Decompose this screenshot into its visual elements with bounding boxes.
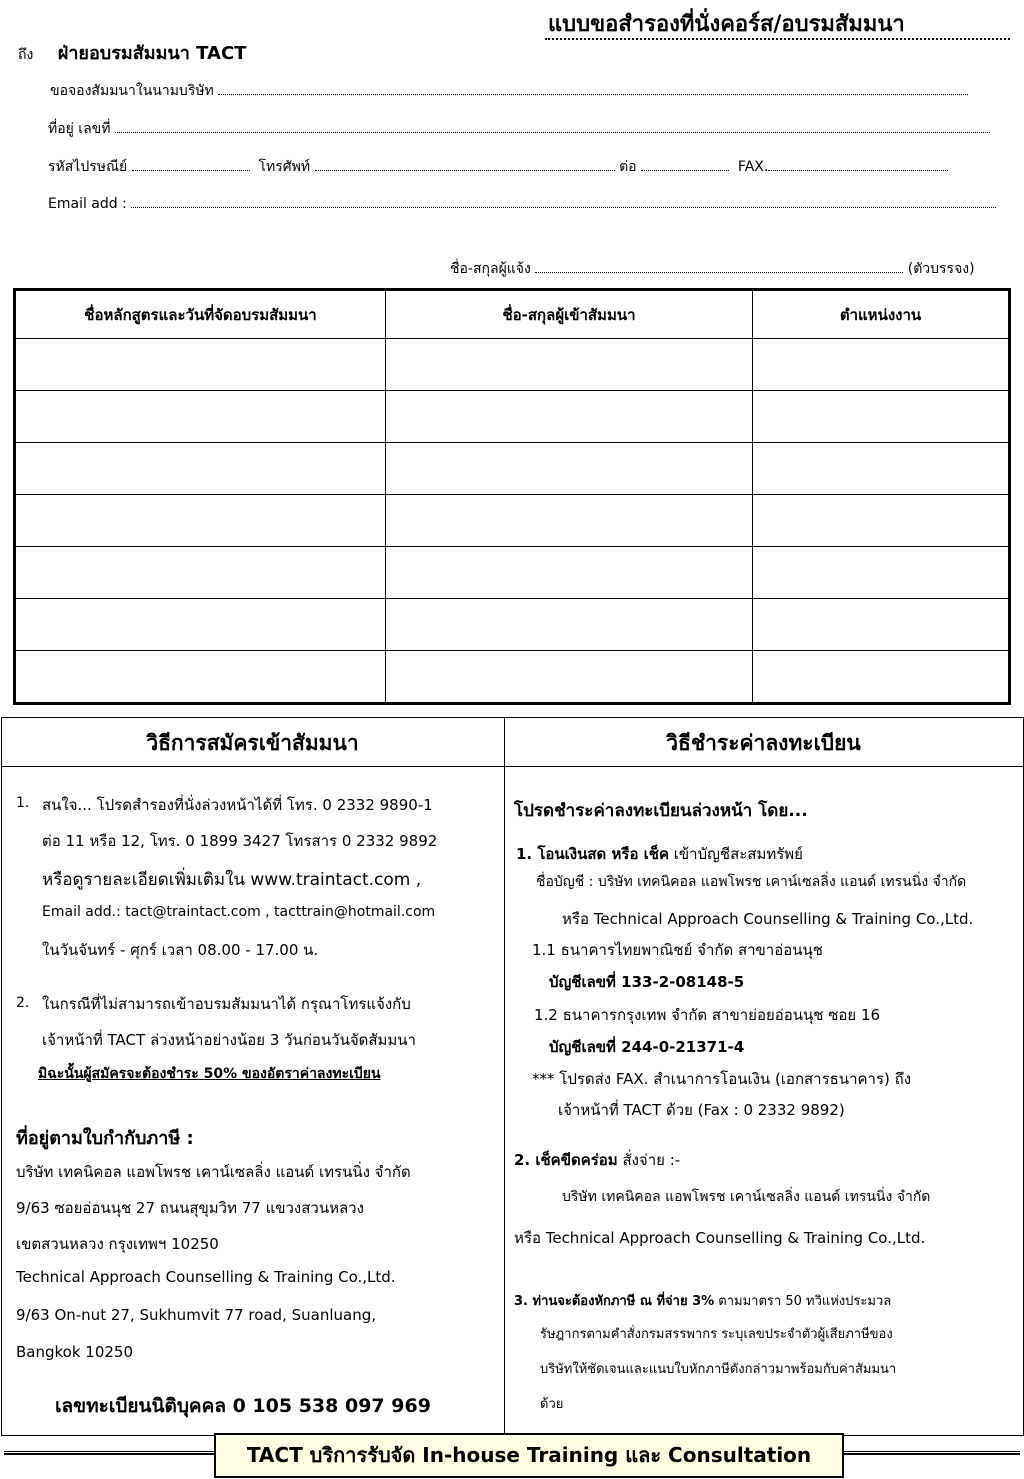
payee-name: บริษัท เทคนิคอล แอพโพรช เคาน์เซลลิ่ง แอนด์ เทรนนิ่ง จำกัด bbox=[562, 1189, 931, 1205]
table-row bbox=[15, 443, 1010, 495]
registration-table bbox=[13, 288, 1011, 705]
footer-banner: TACT บริการรับจัด In-house Training และ Consultation bbox=[214, 1433, 844, 1478]
reporter-blank[interactable] bbox=[535, 262, 903, 273]
recipient-line bbox=[18, 38, 246, 67]
payment-method-1-desc: เข้าบัญชีสะสมทรัพย์ bbox=[669, 845, 803, 863]
table-row bbox=[15, 391, 1010, 443]
postcode-blank[interactable] bbox=[132, 160, 250, 171]
contact-field[interactable] bbox=[48, 156, 1014, 178]
position-cell[interactable] bbox=[753, 391, 1010, 443]
attendee-cell[interactable] bbox=[386, 651, 753, 704]
payment-method-3 bbox=[514, 1290, 891, 1311]
course-cell[interactable] bbox=[15, 339, 386, 391]
postcode-label: รหัสไปรษณีย์ bbox=[48, 159, 128, 175]
ext-blank[interactable] bbox=[641, 160, 729, 171]
info-box-divider bbox=[504, 717, 505, 1434]
table-row bbox=[15, 599, 1010, 651]
tax-address-line: บริษัท เทคนิคอล แอพโพรช เคาน์เซลลิ่ง แอนด์ เทรนนิ่ง จำกัด bbox=[16, 1163, 411, 1181]
attendee-cell[interactable] bbox=[386, 339, 753, 391]
course-cell[interactable] bbox=[15, 547, 386, 599]
payment-method-3-title: 3. ท่านจะต้องหักภาษี ณ ที่จ่าย 3% bbox=[514, 1294, 715, 1309]
website-link[interactable]: หรือดูรายละเอียดเพิ่มเติมใน www.traintact.com , bbox=[42, 870, 422, 890]
table-row bbox=[15, 495, 1010, 547]
reporter-suffix: (ตัวบรรจง) bbox=[907, 261, 975, 277]
header-attendee: ชื่อ-สกุลผู้เข้าสัมมนา bbox=[386, 290, 753, 339]
company-blank[interactable] bbox=[218, 84, 968, 95]
table-header-row bbox=[15, 290, 1010, 339]
attendee-cell[interactable] bbox=[386, 391, 753, 443]
position-cell[interactable] bbox=[753, 547, 1010, 599]
course-cell[interactable] bbox=[15, 599, 386, 651]
position-cell[interactable] bbox=[753, 599, 1010, 651]
cancellation-penalty: มิฉะนั้นผู้สมัครจะต้องชำระ 50% ของอัตราค่าลงทะเบียน bbox=[38, 1066, 381, 1082]
table-row bbox=[15, 547, 1010, 599]
withholding-tax-line: ด้วย bbox=[540, 1397, 564, 1412]
address-blank[interactable] bbox=[115, 122, 990, 133]
company-registration-number: เลขทะเบียนนิติบุคคล 0 105 538 097 969 bbox=[55, 1395, 431, 1417]
payee-name-english: หรือ Technical Approach Counselling & Training Co.,Ltd. bbox=[514, 1229, 926, 1247]
tax-address-line: เขตสวนหลวง กรุงเทพฯ 10250 bbox=[16, 1235, 219, 1253]
info-box-header-rule bbox=[1, 766, 1023, 767]
apply-item-1-number: 1. bbox=[16, 795, 30, 811]
header-course: ชื่อหลักสูตรและวันที่จัดอบรมสัมมนา bbox=[15, 290, 386, 339]
withholding-tax-line: บริษัทให้ชัดเจนและแนบใบหักภาษีดังกล่าวมาพร้อมกับค่าสัมมนา bbox=[540, 1362, 897, 1377]
reporter-field[interactable] bbox=[450, 258, 1012, 280]
tax-address-line: 9/63 ซอยอ่อนนุช 27 ถนนสุขุมวิท 77 แขวงสวนหลวง bbox=[16, 1199, 364, 1217]
reporter-label: ชื่อ-สกุลผู้แจ้ง bbox=[450, 261, 531, 277]
address-label: ที่อยู่ เลขที่ bbox=[48, 121, 111, 137]
email-field[interactable] bbox=[48, 196, 1010, 212]
office-hours: ในวันจันทร์ - ศุกร์ เวลา 08.00 - 17.00 น. bbox=[42, 941, 319, 959]
apply-item-2-line: ในกรณีที่ไม่สามารถเข้าอบรมสัมมนาได้ กรุณาโทรแจ้งกับ bbox=[42, 995, 411, 1013]
account-name-english: หรือ Technical Approach Counselling & Training Co.,Ltd. bbox=[562, 910, 974, 928]
course-cell[interactable] bbox=[15, 391, 386, 443]
to-department: ฝ่ายอบรมสัมมนา TACT bbox=[57, 43, 247, 64]
fax-label: FAX. bbox=[737, 159, 769, 175]
apply-heading: วิธีการสมัครเข้าสัมมนา bbox=[146, 731, 359, 755]
attendee-cell[interactable] bbox=[386, 547, 753, 599]
table-row bbox=[15, 651, 1010, 704]
payment-method-3-desc: ตามมาตรา 50 ทวิแห่งประมวล bbox=[714, 1294, 892, 1309]
apply-item-1-line: ต่อ 11 หรือ 12, โทร. 0 1899 3427 โทรสาร 0 2332 9892 bbox=[42, 832, 438, 850]
ext-label: ต่อ bbox=[619, 159, 637, 175]
payment-intro: โปรดชำระค่าลงทะเบียนล่วงหน้า โดย... bbox=[514, 801, 808, 821]
position-cell[interactable] bbox=[753, 443, 1010, 495]
to-label: ถึง bbox=[18, 47, 34, 63]
course-cell[interactable] bbox=[15, 651, 386, 704]
payment-method-1-title: 1. โอนเงินสด หรือ เช็ค bbox=[516, 845, 670, 863]
payment-method-2-title: 2. เช็คขีดคร่อม bbox=[514, 1151, 618, 1169]
payment-method-2 bbox=[514, 1148, 680, 1172]
footer-rule-left bbox=[4, 1451, 214, 1455]
apply-item-1-line: สนใจ... โปรดสำรองที่นั่งล่วงหน้าได้ที่ โทร. 0 2332 9890-1 bbox=[42, 796, 433, 814]
payment-heading: วิธีชำระค่าลงทะเบียน bbox=[666, 731, 861, 755]
tax-address-line: Bangkok 10250 bbox=[16, 1343, 134, 1361]
payment-method-2-desc: สั่งจ่าย :- bbox=[617, 1151, 681, 1169]
payment-method-1 bbox=[516, 842, 803, 866]
bank-1-account-number: บัญชีเลขที่ 133-2-08148-5 bbox=[549, 973, 745, 991]
apply-item-2-line: เจ้าหน้าที่ TACT ล่วงหน้าอย่างน้อย 3 วันก่อนวันจัดสัมมนา bbox=[42, 1031, 416, 1049]
position-cell[interactable] bbox=[753, 495, 1010, 547]
fax-blank[interactable] bbox=[768, 160, 948, 171]
attendee-cell[interactable] bbox=[386, 443, 753, 495]
email-contacts[interactable]: Email add.: tact@traintact.com , tacttrain@hotmail.com bbox=[42, 904, 436, 920]
tax-address-line: Technical Approach Counselling & Training Co.,Ltd. bbox=[16, 1268, 396, 1286]
position-cell[interactable] bbox=[753, 339, 1010, 391]
fax-note: เจ้าหน้าที่ TACT ด้วย (Fax : 0 2332 9892) bbox=[558, 1101, 845, 1119]
account-name: ชื่อบัญชี : บริษัท เทคนิคอล แอพโพรช เคาน์เซลลิ่ง แอนด์ เทรนนิ่ง จำกัด bbox=[536, 874, 967, 890]
form-title: แบบขอสำรองที่นั่งคอร์ส/อบรมสัมมนา bbox=[548, 12, 905, 37]
course-cell[interactable] bbox=[15, 495, 386, 547]
attendee-cell[interactable] bbox=[386, 495, 753, 547]
table-row bbox=[15, 339, 1010, 391]
fax-note: *** โปรดส่ง FAX. สำเนาการโอนเงิน (เอกสารธนาคาร) ถึง bbox=[532, 1070, 912, 1088]
course-cell[interactable] bbox=[15, 443, 386, 495]
company-label: ขอจองสัมมนาในนามบริษัท bbox=[50, 83, 214, 99]
header-position: ตำแหน่งงาน bbox=[753, 290, 1010, 339]
tax-address-heading: ที่อยู่ตามใบกำกับภาษี : bbox=[16, 1128, 194, 1149]
footer-rule-right bbox=[842, 1451, 1020, 1455]
phone-blank[interactable] bbox=[315, 160, 615, 171]
email-label: Email add : bbox=[48, 196, 127, 212]
bank-1: 1.1 ธนาคารไทยพาณิชย์ จำกัด สาขาอ่อนนุช bbox=[532, 941, 823, 959]
bank-2: 1.2 ธนาคารกรุงเทพ จำกัด สาขาย่อยอ่อนนุช ซอย 16 bbox=[534, 1006, 881, 1024]
company-field[interactable] bbox=[50, 80, 1012, 102]
position-cell[interactable] bbox=[753, 651, 1010, 704]
apply-item-2-number: 2. bbox=[16, 995, 30, 1011]
attendee-cell[interactable] bbox=[386, 599, 753, 651]
phone-label: โทรศัพท์ bbox=[258, 159, 311, 175]
tax-address-line: 9/63 On-nut 27, Sukhumvit 77 road, Suanluang, bbox=[16, 1306, 377, 1324]
bank-2-account-number: บัญชีเลขที่ 244-0-21371-4 bbox=[549, 1038, 745, 1056]
title-underline bbox=[545, 38, 1010, 40]
email-blank[interactable] bbox=[131, 197, 996, 208]
address-field[interactable] bbox=[48, 118, 1014, 140]
withholding-tax-line: รัษฎากรตามคำสั่งกรมสรรพากร ระบุเลขประจำตัวผู้เสียภาษีของ bbox=[540, 1327, 893, 1342]
